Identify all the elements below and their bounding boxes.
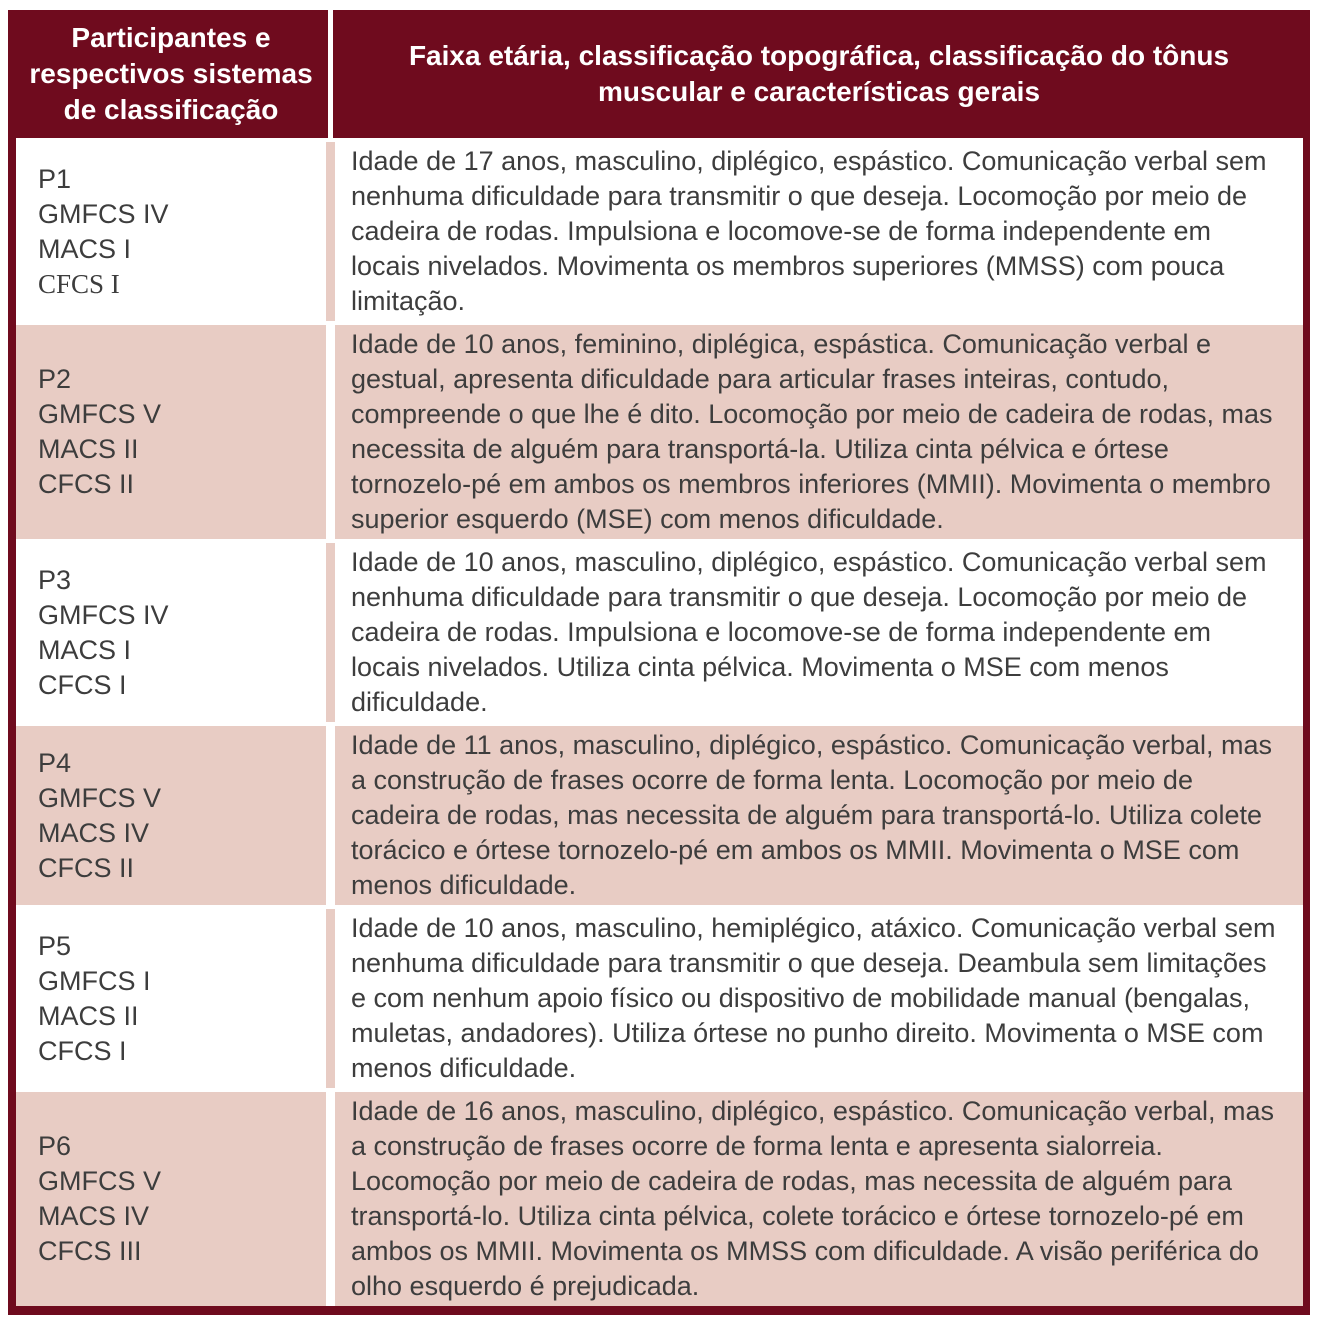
- classification-line: MACS II: [38, 1000, 139, 1031]
- participant-description: Idade de 10 anos, masculino, hemiplégico, atáxico. Comunicação verbal sem nenhuma dificuldade para transmitir o que deseja. Deambula sem limitações e com nenhum apoio físico ou dispositivo de mobilidade manual (bengalas, muletas, andadores). Utiliza órtese no punho direito. Movimenta o MSE com menos dificuldade.: [351, 913, 1276, 1083]
- classification-line: MACS IV: [38, 817, 150, 848]
- participant-description: Idade de 10 anos, masculino, diplégico, espástico. Comunicação verbal sem nenhuma dificuldade para transmitir o que deseja. Locomoção por meio de cadeira de rodas. Impulsiona e locomove-se de forma independente em locais nivelados. Utiliza cinta pélvica. Movimenta o MSE com menos dificuldade.: [351, 547, 1267, 717]
- column-divider: [326, 142, 335, 321]
- participant-classifications-cell: [16, 543, 326, 722]
- participant-classifications-cell: [16, 325, 326, 539]
- classification-line: P2: [38, 364, 72, 394]
- classification-line: MACS I: [38, 634, 132, 665]
- header-column-divider: [326, 10, 335, 138]
- participant-description: Idade de 11 anos, masculino, diplégico, espástico. Comunicação verbal, mas a construção de frases ocorre de forma lenta. Locomoção por meio de cadeira de rodas, mas necessita de alguém para transportá-lo. Utiliza colete torácico e órtese tornozelo-pé em ambos os MMII. Movimenta o MSE com menos dificuldade.: [351, 730, 1273, 900]
- classification-line: MACS IV: [38, 1201, 150, 1231]
- column-divider: [326, 325, 335, 539]
- classification-line: CFCS II: [38, 469, 135, 499]
- participant-classifications-cell: [16, 142, 326, 321]
- classification-line: GMFCS V: [38, 782, 162, 813]
- table-body: [16, 138, 1303, 1306]
- table-row: [16, 722, 1303, 905]
- classification-line: P4: [38, 747, 72, 778]
- classification-line: GMFCS IV: [38, 198, 169, 229]
- table-row: [16, 539, 1303, 722]
- classification-line: CFCS II: [38, 852, 135, 883]
- participant-description-cell: [335, 726, 1303, 905]
- classification-line: GMFCS V: [38, 399, 162, 429]
- column-divider: [326, 543, 335, 722]
- participant-classifications-cell: [16, 726, 326, 905]
- participant-classifications-cell: [16, 1092, 326, 1306]
- table-header-row: [16, 10, 1303, 138]
- participant-description-cell: [335, 1092, 1303, 1306]
- classification-line: CFCS III: [38, 1236, 142, 1266]
- table-row: [16, 905, 1303, 1088]
- classification-line: GMFCS V: [38, 1166, 162, 1196]
- table-row: [16, 138, 1303, 321]
- classification-line: MACS I: [38, 233, 132, 264]
- header-col-participants: Participantes e respectivos sistemas de classificação: [16, 10, 326, 138]
- classification-line: GMFCS IV: [38, 599, 169, 630]
- column-divider: [326, 1092, 335, 1306]
- participant-description: Idade de 17 anos, masculino, diplégico, espástico. Comunicação verbal sem nenhuma dificuldade para transmitir o que deseja. Locomoção por meio de cadeira de rodas. Impulsiona e locomove-se de forma independente em locais nivelados. Movimenta os membros superiores (MMSS) com pouca limitação.: [351, 146, 1267, 316]
- participant-description-cell: [335, 909, 1303, 1088]
- column-divider: [326, 909, 335, 1088]
- participant-description-cell: [335, 142, 1303, 321]
- classification-line: P3: [38, 564, 72, 595]
- participant-description-cell: [335, 325, 1303, 539]
- participant-description: Idade de 10 anos, feminino, diplégica, espástica. Comunicação verbal e gestual, apresenta dificuldade para articular frases inteiras, contudo, compreende o que lhe é dito. Locomoção por meio de cadeira de rodas, mas necessita de alguém para transportá-la. Utiliza cinta pélvica e órtese tornozelo-pé em ambos os membros inferiores (MMII). Movimenta o membro superior esquerdo (MSE) com menos dificuldade.: [351, 329, 1273, 534]
- classification-line: MACS II: [38, 434, 139, 464]
- column-divider: [326, 726, 335, 905]
- classification-line: P5: [38, 930, 72, 961]
- classification-line: CFCS I: [38, 1035, 127, 1066]
- classification-line: CFCS I: [38, 268, 120, 299]
- table-row: [16, 321, 1303, 539]
- participants-classification-table: [8, 10, 1310, 1315]
- participant-description: Idade de 16 anos, masculino, diplégico, espástico. Comunicação verbal, mas a construção de frases ocorre de forma lenta e apresenta sialorreia. Locomoção por meio de cadeira de rodas, mas necessita de alguém para transportá-lo. Utiliza cinta pélvica, colete torácico e órtese tornozelo-pé em ambos os MMII. Movimenta os MMSS com dificuldade. A visão periférica do olho esquerdo é prejudicada.: [351, 1096, 1275, 1301]
- participant-classifications-cell: [16, 909, 326, 1088]
- classification-line: GMFCS I: [38, 965, 151, 996]
- classification-line: P1: [38, 163, 72, 194]
- participant-description-cell: [335, 543, 1303, 722]
- header-col-characteristics: Faixa etária, classificação topográfica, classificação do tônus muscular e características gerais: [335, 10, 1303, 138]
- classification-line: P6: [38, 1131, 72, 1161]
- table-row: [16, 1088, 1303, 1306]
- classification-line: CFCS I: [38, 669, 127, 700]
